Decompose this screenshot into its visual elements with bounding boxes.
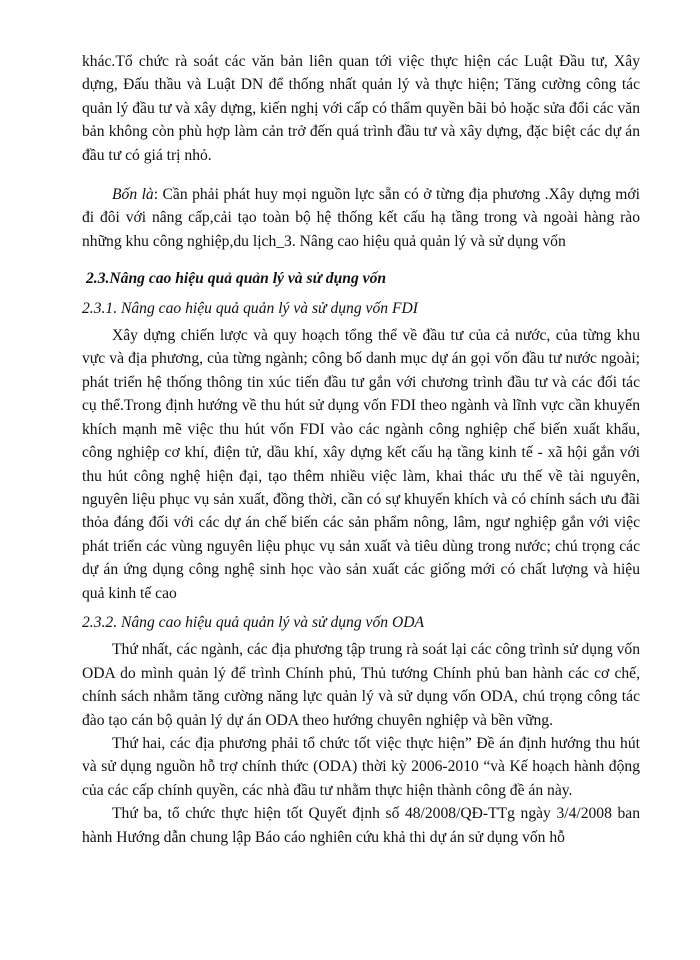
section-heading-2-3: 2.3.Nâng cao hiệu quả quản lý và sử dụng vốn xyxy=(86,270,387,288)
paragraph-oda-thu-nhat: Thứ nhất, các ngành, các địa phương tập trung rà soát lại các công trình sử dụng vốn ODA do mình quản lý để trình Chính phủ, Thủ tướng Chính phủ ban hành các cơ chế, chính sách nhằm tăng cường năng lực quản lý và sử dụng vốn ODA, chú trọng công tác đào tạo cán bộ quản lý dự án ODA theo hướng chuyên nghiệp và bền vững. xyxy=(82,641,640,729)
paragraph-continuation: khác.Tổ chức rà soát các văn bản liên quan tới việc thực hiện các Luật Đầu tư, Xây dựng, Đấu thầu và Luật DN để thống nhất quản lý và thực hiện; Tăng cường công tác quản lý đầu tư và xây dựng, kiến nghị với cấp có thẩm quyền bãi bỏ hoặc sửa đổi các văn bản không còn phù hợp làm cản trở đến quá trình đầu tư và xây dựng, đặc biệt các dự án đầu tư có giá trị nhỏ. xyxy=(82,53,641,164)
paragraph-lead-bon-la: Bốn là xyxy=(112,186,154,204)
subheading-2-3-2: 2.3.2. Nâng cao hiệu quả quản lý và sử dụng vốn ODA xyxy=(82,613,424,631)
paragraph-fdi: Xây dựng chiến lược và quy hoạch tổng thể về đầu tư của cả nước, của từng khu vực và địa phương, của từng ngành; công bố danh mục dự án gọi vốn đầu tư nước ngoài; phát triển hệ thống thông tin xúc tiến đầu tư gắn với chương trình đầu tư và các đối tác cụ thể.Trong định hướng về thu hút sử dụng vốn FDI theo ngành và lĩnh vực cần khuyến khích mạnh mẽ việc thu hút vốn FDI vào các ngành công nghiệp chế biến xuất khẩu, công nghiệp cơ khí, điện tử, dầu khí, xây dựng kết cấu hạ tầng kinh tế - xã hội gắn với thu hút công nghệ hiện đại, tạo thêm nhiều việc làm, khai thác ưu thế về tài nguyên, nguyên liệu phục vụ sản xuất, đồng thời, cần có sự khuyến khích và có chính sách ưu đãi thỏa đáng đối với các dự án chế biến các sản phẩm nông, lâm, ngư nghiệp gắn với việc phát triển các vùng nguyên liệu phục vụ sản xuất và tiêu dùng trong nước; chú trọng các dự án ứng dụng công nghệ sinh học vào sản xuất các giống mới có chất lượng và hiệu quả kinh tế cao xyxy=(82,327,640,602)
paragraph-oda-thu-ba: Thứ ba, tổ chức thực hiện tốt Quyết định số 48/2008/QĐ-TTg ngày 3/4/2008 ban hành Hướng dẫn chung lập Báo cáo nghiên cứu khả thi dự án sử dụng vốn hỗ xyxy=(82,805,640,846)
paragraph-bon-la-text: : Cần phải phát huy mọi nguồn lực sẵn có ở từng địa phương .Xây dựng mới đi đôi với nâng cấp,cải tạo toàn bộ hệ thống kết cấu hạ tầng trong và ngoài hàng rào những khu công nghiệp,du lịch_3. Nâng cao hiệu quả quản lý và sử dụng vốn xyxy=(82,186,640,250)
paragraph-bon-la xyxy=(82,183,640,253)
paragraph-oda-thu-hai: Thứ hai, các địa phương phải tổ chức tốt việc thực hiện” Đề án định hướng thu hút và sử dụng nguồn hỗ trợ chính thức (ODA) thời kỳ 2006-2010 “và Kế hoạch hành động của các cấp chính quyền, các nhà đầu tư nhằm thực hiện thành công đề án này. xyxy=(82,734,640,799)
subheading-2-3-1: 2.3.1. Nâng cao hiệu quả quản lý và sử dụng vốn FDI xyxy=(82,299,418,317)
